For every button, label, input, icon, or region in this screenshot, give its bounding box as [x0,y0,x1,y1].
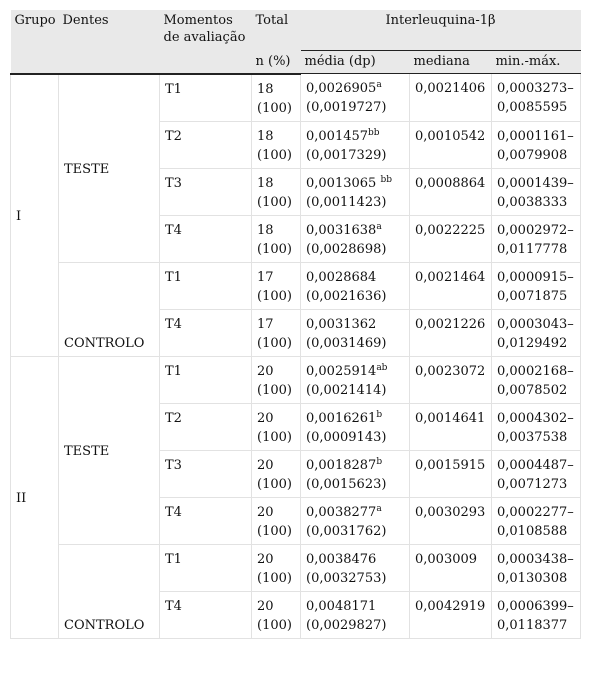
cell-media-value: 0,0025914 [306,363,377,379]
cell-n: 20 [257,363,274,379]
cell-media-sup: a [376,221,382,232]
table-row [11,356,581,403]
cell-max: 0,0118377 [497,617,568,633]
cell-media [301,450,410,497]
cell-min: 0,0004487– [497,457,574,473]
cell-media-sup: b [376,409,383,420]
interleukin-table [10,10,581,639]
cell-total [252,262,301,309]
header-total: Total [252,10,301,51]
cell-dp: (0,0015623) [306,476,387,492]
cell-media-value: 0,001457 [306,128,369,144]
cell-pct: (100) [257,570,292,586]
cell-max: 0,0038333 [497,194,568,210]
cell-mediana: 0,0023072 [410,356,492,403]
cell-momento: T4 [160,591,252,638]
cell-minmax [492,121,581,168]
cell-max: 0,0037538 [497,429,568,445]
cell-max: 0,0079908 [497,147,568,163]
cell-media [301,309,410,356]
cell-min: 0,0003438– [497,551,574,567]
cell-media-value: 0,0038277 [306,504,377,520]
cell-momento: T3 [160,168,252,215]
cell-media [301,403,410,450]
header-interleuquina: Interleuquina-1β [301,10,581,51]
cell-mediana: 0,003009 [410,544,492,591]
cell-n: 17 [257,269,274,285]
cell-pct: (100) [257,429,292,445]
header-momentos: Momentos de avaliação [160,10,252,74]
cell-pct: (100) [257,523,292,539]
table-row [11,544,581,591]
table-row [11,262,581,309]
cell-total [252,497,301,544]
cell-n: 17 [257,316,274,332]
cell-max: 0,0117778 [497,241,568,257]
cell-total [252,356,301,403]
cell-mediana: 0,0021406 [410,74,492,122]
cell-grupo: II [11,356,59,638]
cell-momento: T1 [160,262,252,309]
cell-dentes: CONTROLO [59,544,160,638]
cell-media [301,544,410,591]
cell-momento: T4 [160,497,252,544]
cell-media-value: 0,0038476 [306,551,377,567]
cell-n: 18 [257,128,274,144]
cell-minmax [492,450,581,497]
cell-minmax [492,309,581,356]
cell-n: 20 [257,598,274,614]
cell-pct: (100) [257,194,292,210]
cell-media [301,168,410,215]
cell-pct: (100) [257,382,292,398]
cell-n: 18 [257,222,274,238]
cell-mediana: 0,0014641 [410,403,492,450]
cell-min: 0,0001439– [497,175,574,191]
cell-dp: (0,0019727) [306,100,387,115]
cell-dentes: TESTE [59,356,160,544]
cell-total [252,450,301,497]
cell-dentes: TESTE [59,74,160,263]
cell-mediana: 0,0042919 [410,591,492,638]
cell-mediana: 0,0021464 [410,262,492,309]
cell-pct: (100) [257,100,292,116]
cell-n: 20 [257,457,274,473]
cell-momento: T2 [160,403,252,450]
cell-media-value: 0,0016261 [306,410,377,426]
cell-grupo: I [11,74,59,357]
cell-pct: (100) [257,147,292,163]
cell-pct: (100) [257,476,292,492]
cell-media-sup: a [376,503,382,514]
cell-dp: (0,0017329) [306,147,387,163]
cell-media-sup: ab [376,362,388,373]
cell-dp: (0,0031762) [306,523,387,539]
cell-n: 20 [257,551,274,567]
cell-media [301,262,410,309]
table-body [11,74,581,639]
cell-momento: T4 [160,215,252,262]
cell-mediana: 0,0030293 [410,497,492,544]
cell-media-value: 0,0028684 [306,269,377,285]
cell-total [252,544,301,591]
cell-media-value: 0,0018287 [306,457,377,473]
cell-total [252,121,301,168]
cell-total [252,309,301,356]
cell-media [301,74,410,122]
cell-n: 18 [257,81,274,97]
cell-mediana: 0,0008864 [410,168,492,215]
cell-total [252,403,301,450]
cell-max: 0,0071875 [497,288,568,304]
header-mediana: mediana [410,51,492,74]
cell-min: 0,0002277– [497,504,574,520]
cell-media-sup: bb [368,127,380,138]
cell-media-sup: b [376,456,383,467]
cell-minmax [492,403,581,450]
cell-dp: (0,0009143) [306,429,387,445]
cell-max: 0,0071273 [497,476,568,492]
cell-min: 0,0003273– [497,81,574,96]
cell-min: 0,0002168– [497,363,574,379]
cell-media [301,497,410,544]
cell-pct: (100) [257,288,292,304]
cell-max: 0,0078502 [497,382,568,398]
cell-media [301,356,410,403]
cell-max: 0,0108588 [497,523,568,539]
cell-mediana: 0,0022225 [410,215,492,262]
cell-media-value: 0,0031638 [306,222,377,238]
cell-max: 0,0085595 [497,100,568,115]
header-media: média (dp) [301,51,410,74]
cell-minmax [492,544,581,591]
cell-min: 0,0006399– [497,598,574,614]
cell-max: 0,0130308 [497,570,568,586]
cell-media-value: 0,0026905 [306,81,377,96]
cell-momento: T2 [160,121,252,168]
cell-total [252,215,301,262]
cell-media [301,121,410,168]
cell-minmax [492,262,581,309]
cell-momento: T1 [160,356,252,403]
cell-media-sup: a [376,80,382,90]
cell-n: 18 [257,175,274,191]
cell-pct: (100) [257,335,292,351]
cell-momento: T3 [160,450,252,497]
cell-dentes: CONTROLO [59,262,160,356]
cell-minmax [492,591,581,638]
cell-min: 0,0001161– [497,128,574,144]
cell-minmax [492,497,581,544]
cell-momento: T1 [160,544,252,591]
cell-dp: (0,0021414) [306,382,387,398]
cell-mediana: 0,0010542 [410,121,492,168]
cell-media [301,215,410,262]
cell-media-sup: bb [380,174,392,185]
cell-n: 20 [257,410,274,426]
cell-dp: (0,0031469) [306,335,387,351]
cell-media [301,591,410,638]
cell-dp: (0,0011423) [306,194,387,210]
cell-pct: (100) [257,241,292,257]
cell-total [252,74,301,122]
cell-max: 0,0129492 [497,335,568,351]
cell-momento: T1 [160,74,252,122]
cell-dp: (0,0021636) [306,288,387,304]
cell-mediana: 0,0015915 [410,450,492,497]
table-header [11,10,581,74]
cell-media-value: 0,0048171 [306,598,377,614]
cell-media-value: 0,0031362 [306,316,377,332]
cell-min: 0,0002972– [497,222,574,238]
cell-pct: (100) [257,617,292,633]
cell-min: 0,0003043– [497,316,574,332]
cell-minmax [492,168,581,215]
cell-total [252,591,301,638]
cell-dp: (0,0029827) [306,617,387,633]
cell-dp: (0,0032753) [306,570,387,586]
cell-momento: T4 [160,309,252,356]
cell-minmax [492,74,581,122]
table-row [11,74,581,122]
header-dentes: Dentes [59,10,160,74]
cell-minmax [492,356,581,403]
cell-minmax [492,215,581,262]
header-grupo: Grupo [11,10,59,74]
cell-min: 0,0000915– [497,269,574,285]
cell-media-value: 0,0013065 [306,175,381,191]
header-n-pct: n (%) [252,51,301,74]
cell-total [252,168,301,215]
cell-dp: (0,0028698) [306,241,387,257]
header-minmax: min.-máx. [492,51,581,74]
cell-min: 0,0004302– [497,410,574,426]
cell-mediana: 0,0021226 [410,309,492,356]
cell-n: 20 [257,504,274,520]
